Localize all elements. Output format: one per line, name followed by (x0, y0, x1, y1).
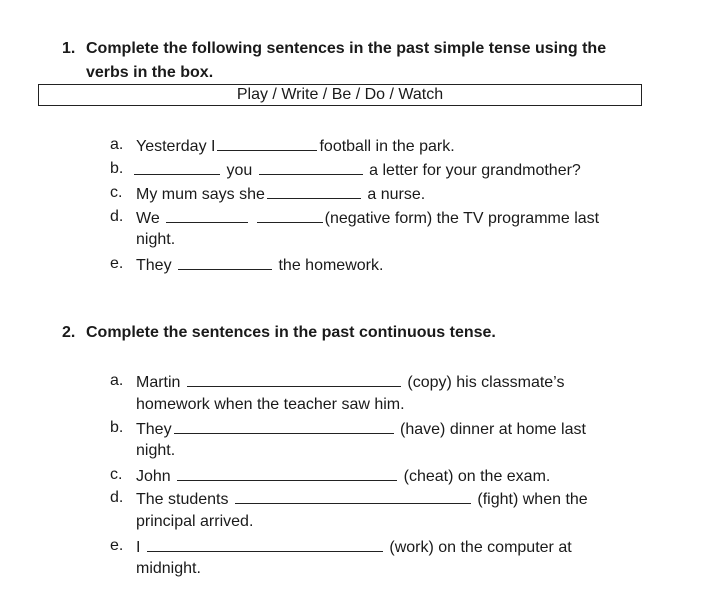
s1-item-e-text (136, 254, 383, 276)
s1-item-b-text (132, 159, 581, 181)
s1-item-c-text (136, 183, 425, 205)
s1-item-d-letter: d. (110, 208, 124, 225)
s2-item-d-text (136, 488, 588, 510)
s1-item-a-after: football in the park. (319, 138, 455, 155)
section2-number: 2. (62, 324, 76, 341)
section1-number: 1. (62, 40, 76, 57)
answer-blank[interactable] (257, 207, 323, 223)
s2-item-e-text (136, 536, 572, 558)
s1-item-c-before: My mum says she (136, 186, 265, 203)
s1-item-e-letter: e. (110, 255, 124, 272)
s1-item-d-text (136, 207, 599, 229)
answer-blank[interactable] (259, 159, 363, 175)
answer-blank[interactable] (267, 183, 361, 199)
s1-item-b-after: a letter for your grandmother? (369, 162, 581, 179)
s2-item-d-letter: d. (110, 489, 124, 506)
answer-blank[interactable] (178, 254, 272, 270)
answer-blank[interactable] (147, 536, 383, 552)
s2-item-b-before: They (136, 421, 172, 438)
s2-item-a-text (136, 371, 564, 393)
answer-blank[interactable] (174, 418, 394, 434)
s2-item-e-letter: e. (110, 537, 124, 554)
answer-blank[interactable] (217, 135, 317, 151)
section1-title-line2: verbs in the box. (86, 64, 214, 81)
s1-item-e-after: the homework. (278, 257, 384, 274)
answer-blank[interactable] (177, 465, 397, 481)
verb-box (38, 84, 642, 106)
s2-item-b-text (136, 418, 586, 440)
s1-item-b-mid: you (226, 162, 253, 179)
s2-item-a-cont: homework when the teacher saw him. (136, 396, 405, 413)
s2-item-a-after: (copy) his classmate’s (407, 374, 565, 391)
s1-item-d-cont: night. (136, 231, 176, 248)
s2-item-d-after: (fight) when the (477, 491, 588, 508)
s2-item-a-before: Martin (136, 374, 181, 391)
s2-item-d-before: The students (136, 491, 229, 508)
s1-item-c-after: a nurse. (367, 186, 426, 203)
s2-item-c-after: (cheat) on the exam. (403, 468, 551, 485)
s1-item-e-before: They (136, 257, 172, 274)
s2-item-c-text (136, 465, 550, 487)
answer-blank[interactable] (187, 371, 401, 387)
s2-item-b-letter: b. (110, 419, 124, 436)
s2-item-d-cont: principal arrived. (136, 513, 254, 530)
s1-item-b-letter: b. (110, 160, 124, 177)
s2-item-e-cont: midnight. (136, 560, 201, 577)
s2-item-b-after: (have) dinner at home last (400, 421, 586, 438)
s2-item-b-cont: night. (136, 442, 176, 459)
s2-item-e-before: I (136, 539, 141, 556)
s2-item-a-letter: a. (110, 372, 124, 389)
s1-item-a-letter: a. (110, 136, 124, 153)
s2-item-c-before: John (136, 468, 171, 485)
section2-title: Complete the sentences in the past continuous tense. (86, 324, 496, 341)
section1-title-line1: Complete the following sentences in the past simple tense using the (86, 40, 607, 57)
s1-item-d-before: We (136, 210, 160, 227)
s1-item-c-letter: c. (110, 184, 123, 201)
s1-item-a-text (136, 135, 455, 157)
answer-blank[interactable] (134, 159, 220, 175)
s2-item-e-after: (work) on the computer at (389, 539, 572, 556)
answer-blank[interactable] (235, 488, 471, 504)
s2-item-c-letter: c. (110, 466, 123, 483)
verb-box-words: Play / Write / Be / Do / Watch (236, 86, 444, 103)
answer-blank[interactable] (166, 207, 248, 223)
s1-item-d-after: (negative form) the TV programme last (324, 210, 600, 227)
s1-item-a-before: Yesterday I (136, 138, 216, 155)
